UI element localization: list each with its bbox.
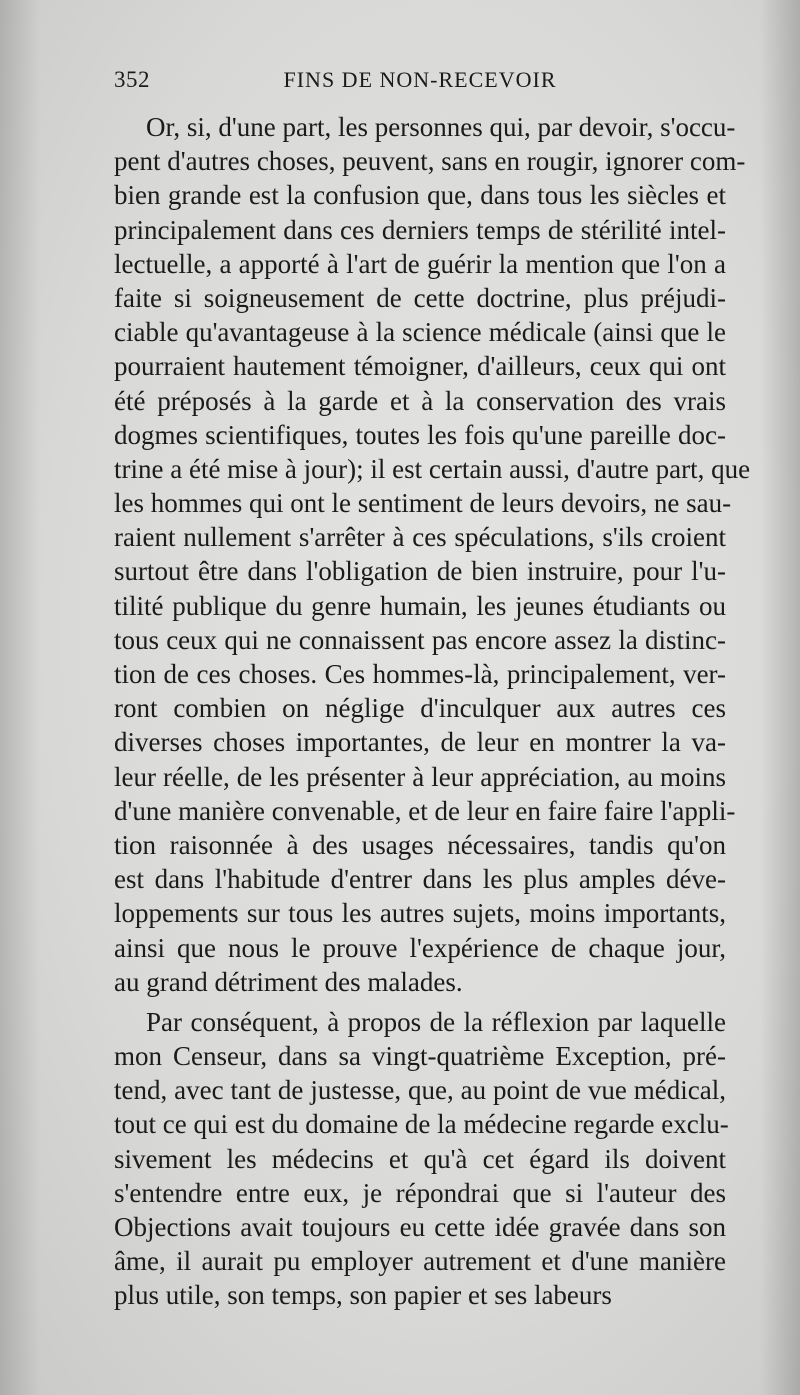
paragraph-end-line: au grand détriment des malades.: [114, 966, 463, 997]
running-head: [114, 62, 726, 98]
text-line: été préposés à la garde et à la conservation des vrais: [114, 385, 726, 416]
running-title: FINS DE NON-RECEVOIR: [283, 67, 557, 92]
page-number: 352: [114, 67, 150, 92]
text-line: mon Censeur, dans sa vingt-quatrième Exception, pré-: [114, 1041, 726, 1072]
text-line: ront combien on néglige d'inculquer aux autres ces: [114, 693, 726, 724]
text-line: tous ceux qui ne connaissent pas encore assez la distinc-: [114, 624, 726, 655]
text-line: plus utile, son temps, son papier et ses labeurs: [114, 1280, 612, 1311]
text-line: tion de ces choses. Ces hommes-là, principalement, ver-: [114, 659, 726, 689]
text-line: pourraient hautement témoigner, d'ailleurs, ceux qui ont: [114, 351, 726, 382]
text-line: tout ce qui est du domaine de la médecine regarde exclu-: [114, 1109, 729, 1140]
text-line: d'une manière convenable, et de leur en faire faire l'appli-: [114, 795, 736, 826]
text-line: ainsi que nous le prouve l'expérience de chaque jour,: [114, 932, 726, 963]
text-line: trine a été mise à jour); il est certain aussi, d'autre part, que: [114, 453, 751, 484]
text-line: sivement les médecins et qu'à cet égard ils doivent: [114, 1143, 726, 1174]
text-line: âme, il aurait pu employer autrement et d'une manière: [114, 1246, 726, 1277]
page-left-shadow: [0, 0, 40, 1395]
text-line: Or, si, d'une part, les personnes qui, par devoir, s'occu-: [146, 112, 736, 142]
text-line: Objections avait toujours eu cette idée gravée dans son: [114, 1212, 726, 1242]
text-line: diverses choses importantes, de leur en montrer la va-: [114, 727, 726, 758]
text-line: bien grande est la confusion que, dans tous les siècles et: [114, 180, 726, 211]
text-line: lectuelle, a apporté à l'art de guérir la mention que l'on a: [114, 248, 726, 279]
page-right-shadow: [760, 0, 800, 1395]
text-line: surtout être dans l'obligation de bien instruire, pour l'u-: [114, 556, 726, 587]
text-line: principalement dans ces derniers temps de stérilité intel-: [114, 214, 726, 245]
text-line: tilité publique du genre humain, les jeunes étudiants ou: [114, 590, 726, 621]
text-line: Par conséquent, à propos de la réflexion par laquelle: [146, 1006, 726, 1037]
body-text: [114, 110, 751, 1313]
text-line: s'entendre entre eux, je répondrai que si l'auteur des: [114, 1177, 726, 1208]
text-line: faite si soigneusement de cette doctrine, plus préjudi-: [114, 282, 726, 313]
text-line: tend, avec tant de justesse, que, au point de vue médical,: [114, 1075, 726, 1106]
text-line: dogmes scientifiques, toutes les fois qu'une pareille doc-: [114, 419, 726, 450]
text-line: loppements sur tous les autres sujets, moins importants,: [114, 898, 726, 929]
text-line: tion raisonnée à des usages nécessaires, tandis qu'on: [114, 829, 726, 860]
text-line: raient nullement s'arrêter à ces spéculations, s'ils croient: [114, 522, 726, 553]
text-line: pent d'autres choses, peuvent, sans en rougir, ignorer com-: [114, 146, 746, 177]
text-line: ciable qu'avantageuse à la science médicale (ainsi que le: [114, 317, 726, 348]
text-line: les hommes qui ont le sentiment de leurs devoirs, ne sau-: [114, 488, 732, 519]
text-line: est dans l'habitude d'entrer dans les plus amples déve-: [114, 864, 726, 895]
text-line: leur réelle, de les présenter à leur appréciation, au moins: [114, 761, 726, 792]
